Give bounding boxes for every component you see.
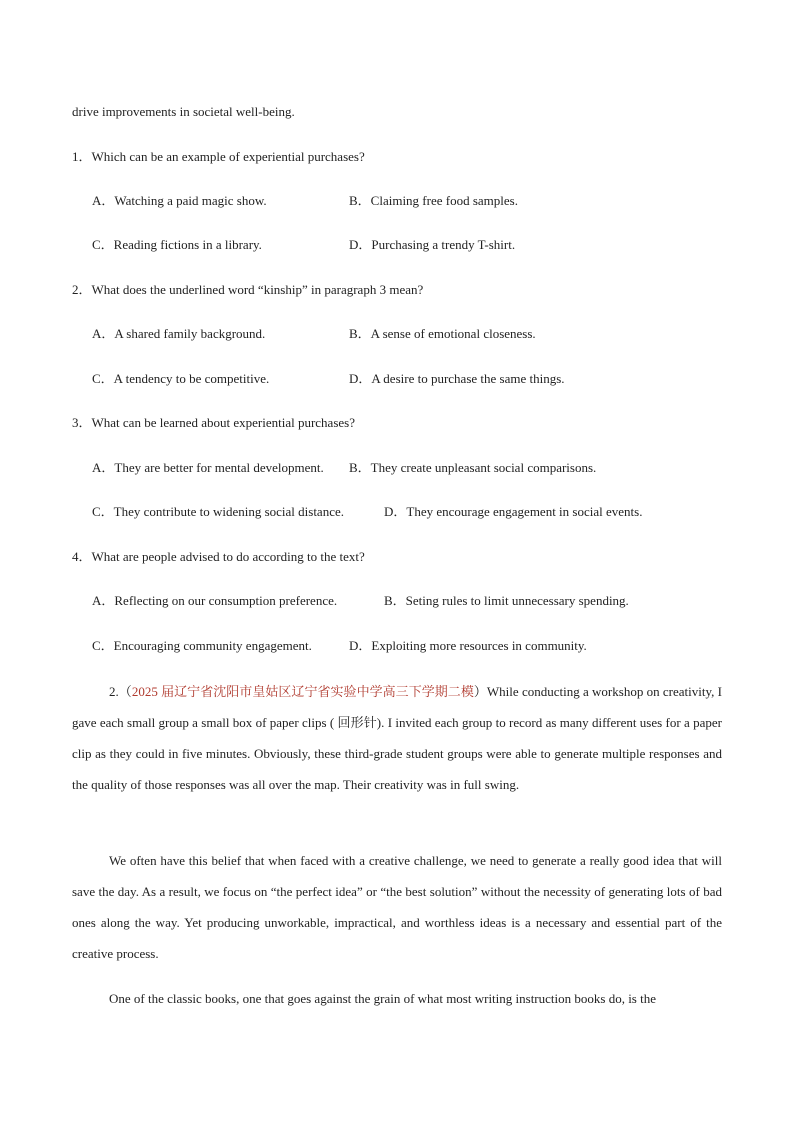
passage-2-number: 2.（	[109, 684, 132, 699]
passage-2-paragraph-3: One of the classic books, one that goes against the grain of what most writing instruction books do, is the	[109, 991, 656, 1006]
question-2-option-b: B．A sense of emotional closeness.	[349, 326, 536, 341]
question-2-option-c: C．A tendency to be competitive.	[92, 371, 270, 386]
question-3-option-a: A．They are better for mental development.	[92, 460, 324, 475]
question-3-option-b: B．They create unpleasant social comparisons.	[349, 460, 597, 475]
question-1-stem: 1．Which can be an example of experiential purchases?	[72, 149, 365, 164]
question-1-option-b: B．Claiming free food samples.	[349, 193, 518, 208]
question-1-option-a: A．Watching a paid magic show.	[92, 193, 267, 208]
intro-tail-text: drive improvements in societal well-being.	[72, 104, 295, 119]
question-1-option-d: D．Purchasing a trendy T-shirt.	[349, 237, 516, 252]
question-4-stem: 4．What are people advised to do according to the text?	[72, 549, 365, 564]
question-3-option-d: D．They encourage engagement in social events.	[384, 504, 643, 519]
question-2-option-a: A．A shared family background.	[92, 326, 266, 341]
question-3-stem: 3．What can be learned about experiential purchases?	[72, 415, 355, 430]
passage-2-paragraph-1-text: ）While conducting a workshop on creativity, I gave each small group a small box of paper clips ( 回形针). I invited each group to record as many different uses for a paper clip as they could in five minutes. Obviously, these third-grade student groups were able to generate multiple responses and the quality of those responses was all over the map. Their creativity was in full swing.	[72, 684, 722, 792]
passage-2-paragraph-1	[72, 676, 722, 800]
question-4-option-d: D．Exploiting more resources in community.	[349, 638, 587, 653]
question-4-option-c: C．Encouraging community engagement.	[92, 638, 312, 653]
question-2-option-d: D．A desire to purchase the same things.	[349, 371, 565, 386]
question-3-option-c: C．They contribute to widening social distance.	[92, 504, 344, 519]
passage-2-source: 2025 届辽宁省沈阳市皇姑区辽宁省实验中学高三下学期二模	[131, 684, 474, 699]
question-2-stem: 2．What does the underlined word “kinship” in paragraph 3 mean?	[72, 282, 424, 297]
question-4-option-b: B．Seting rules to limit unnecessary spending.	[384, 593, 629, 608]
question-4-option-a: A．Reflecting on our consumption preference.	[92, 593, 338, 608]
passage-2-paragraph-2: We often have this belief that when faced with a creative challenge, we need to generate a really good idea that will save the day. As a result, we focus on “the perfect idea” or “the best solution” without the necessity of generating lots of bad ones along the way. Yet producing unworkable, impractical, and worthless ideas is a necessary and essential part of the creative process.	[72, 853, 722, 961]
question-1-option-c: C．Reading fictions in a library.	[92, 237, 262, 252]
